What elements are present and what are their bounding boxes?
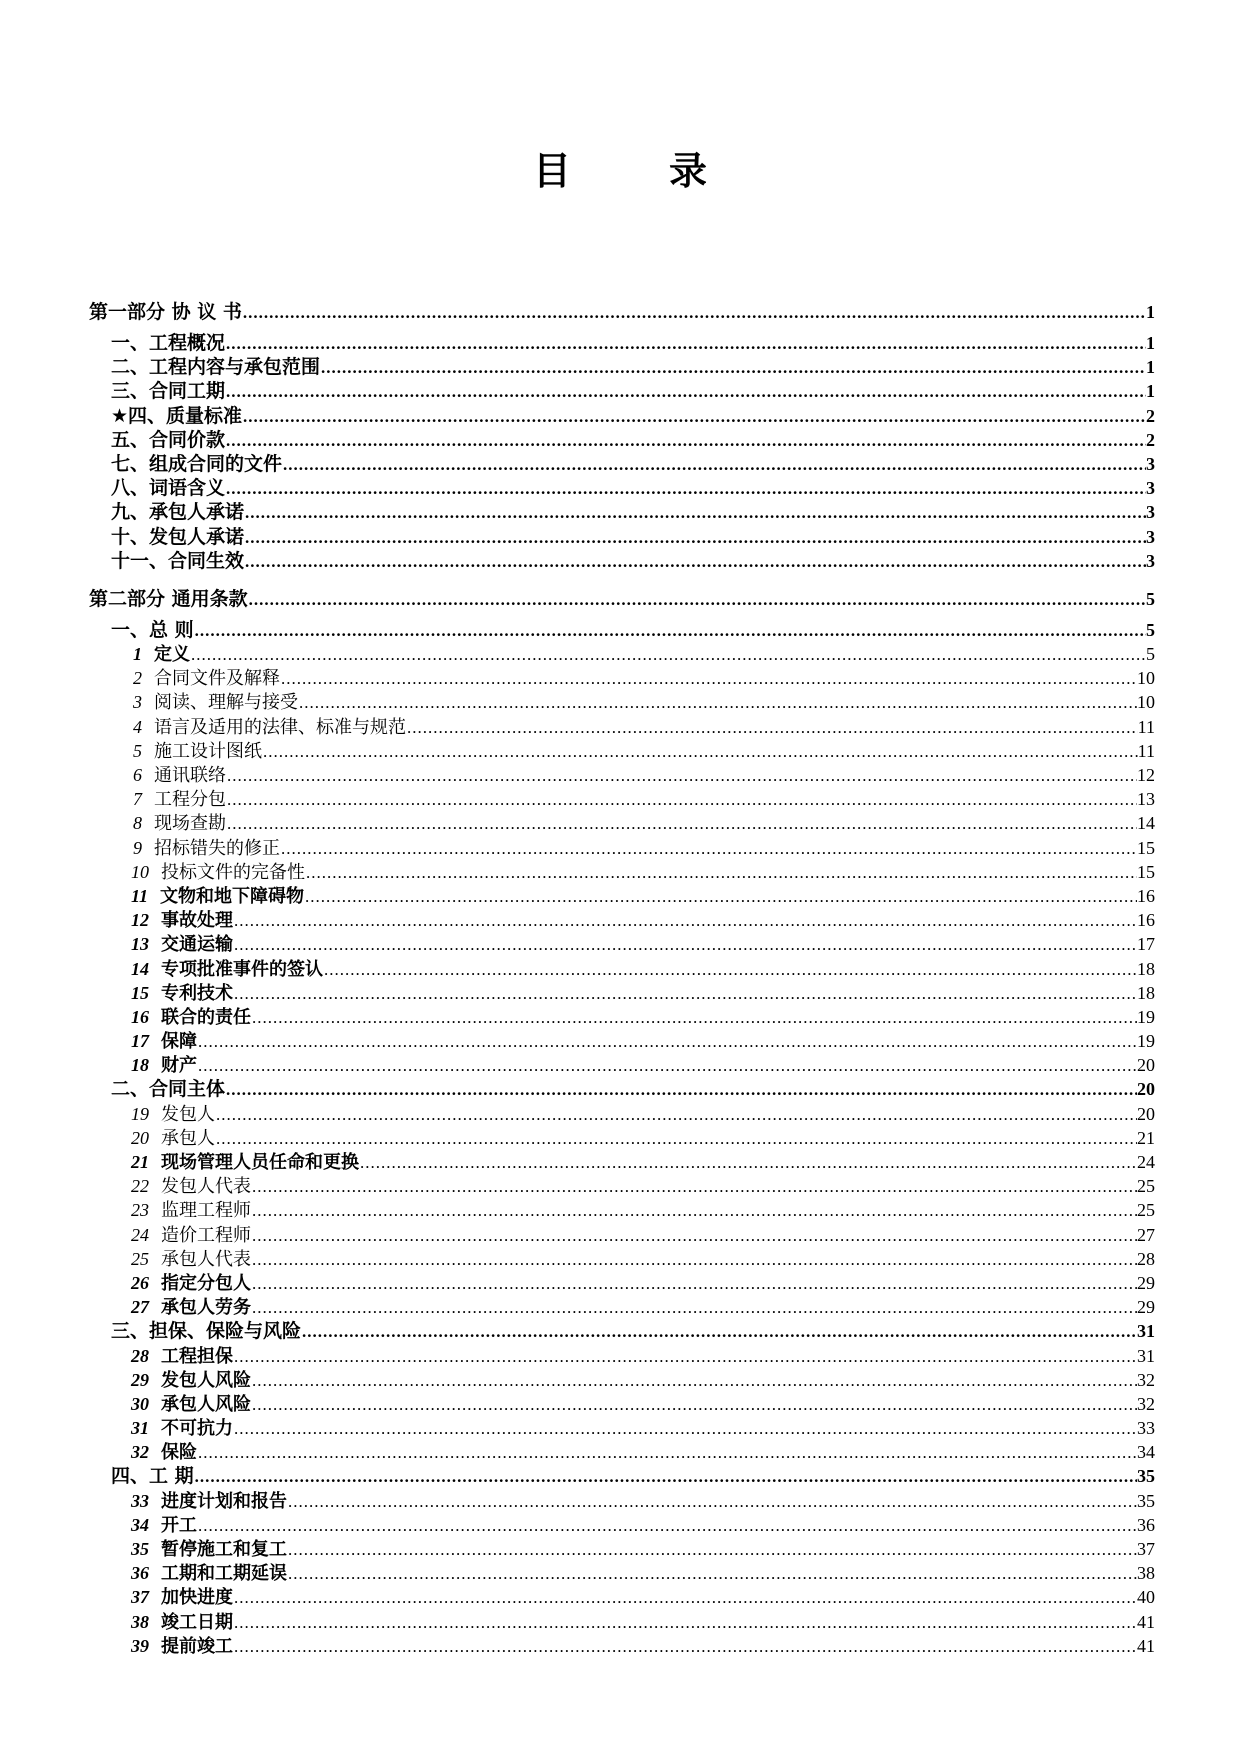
toc-page-number: 18 <box>1137 958 1155 979</box>
toc-clause-number: 9 <box>133 837 142 858</box>
toc-clause-entry[interactable] <box>89 1053 1155 1077</box>
toc-clause-number: 5 <box>133 740 142 761</box>
toc-clause-number: 16 <box>131 1006 149 1027</box>
toc-entry-title: 投标文件的完备性 <box>161 861 305 883</box>
toc-clause-entry[interactable] <box>89 860 1155 884</box>
toc-dot-leader <box>251 1272 1137 1295</box>
toc-dot-leader <box>282 453 1146 476</box>
toc-clause-number: 23 <box>131 1200 149 1221</box>
toc-page-number: 16 <box>1137 885 1155 906</box>
toc-entry-title: 九、承包人承诺 <box>111 501 245 524</box>
toc-entry-title: 提前竣工 <box>161 1635 233 1657</box>
toc-clause-number: 4 <box>133 716 142 737</box>
toc-clause-entry[interactable] <box>89 715 1155 739</box>
toc-entry-title: 三、合同工期 <box>111 380 226 403</box>
toc-clause-entry[interactable] <box>89 1392 1155 1416</box>
toc-entry-title: 十一、合同生效 <box>111 549 245 572</box>
toc-section-entry[interactable] <box>89 404 1155 428</box>
toc-clause-number: 17 <box>131 1031 149 1052</box>
toc-dot-leader <box>287 1490 1137 1513</box>
toc-page-number: 29 <box>1137 1297 1155 1318</box>
toc-entry-title: 工期和工期延误 <box>161 1563 287 1585</box>
toc-clause-entry[interactable] <box>89 763 1155 787</box>
toc-page-number: 29 <box>1137 1272 1155 1293</box>
toc-page-number: 15 <box>1137 837 1155 858</box>
toc-clause-number: 7 <box>133 789 142 810</box>
toc-entry-title: 财产 <box>161 1055 197 1077</box>
toc-entry-title: 二、合同主体 <box>111 1078 226 1101</box>
toc-entry-title: 工程分包 <box>154 789 226 811</box>
toc-dot-leader <box>190 643 1146 666</box>
toc-page-number: 19 <box>1137 1031 1155 1052</box>
toc-entry-title: 专项批准事件的签认 <box>161 958 323 980</box>
toc-entry-title: 一、总 则 <box>111 618 194 641</box>
toc-clause-number: 36 <box>131 1563 149 1584</box>
toc-clause-number: 13 <box>131 934 149 955</box>
toc-dot-leader <box>251 1296 1137 1319</box>
toc-clause-entry[interactable] <box>89 884 1155 908</box>
toc-dot-leader <box>225 380 1146 403</box>
toc-section-entry[interactable] <box>89 1077 1155 1101</box>
toc-dot-leader <box>301 1320 1137 1343</box>
toc-dot-leader <box>251 1199 1137 1222</box>
table-of-contents <box>89 294 1155 1658</box>
toc-dot-leader <box>215 1103 1137 1126</box>
toc-page-number: 16 <box>1137 910 1155 931</box>
toc-page-number: 35 <box>1137 1490 1155 1511</box>
toc-entry-title: 联合的责任 <box>161 1006 251 1028</box>
toc-clause-entry[interactable] <box>89 1198 1155 1222</box>
toc-dot-leader <box>244 501 1146 524</box>
toc-entry-title: 施工设计图纸 <box>154 740 262 762</box>
toc-page-number: 32 <box>1137 1393 1155 1414</box>
toc-dot-leader <box>262 740 1138 763</box>
toc-dot-leader <box>226 764 1137 787</box>
toc-entry-title: 承包人风险 <box>161 1393 251 1415</box>
page-title: 目 录 <box>532 149 737 193</box>
toc-page-number: 2 <box>1146 429 1155 450</box>
toc-page-number: 34 <box>1137 1442 1155 1463</box>
toc-page-number: 41 <box>1137 1611 1155 1632</box>
toc-page-number: 25 <box>1137 1200 1155 1221</box>
toc-dot-leader <box>233 1586 1137 1609</box>
toc-entry-title: 定义 <box>154 644 190 666</box>
toc-clause-number: 26 <box>131 1272 149 1293</box>
toc-entry-title: 交通运输 <box>161 934 233 956</box>
toc-page-number: 14 <box>1137 813 1155 834</box>
toc-clause-entry[interactable] <box>89 690 1155 714</box>
toc-clause-entry[interactable] <box>89 1537 1155 1561</box>
toc-page-number: 25 <box>1137 1176 1155 1197</box>
toc-section-entry[interactable] <box>89 549 1155 573</box>
toc-page-number: 3 <box>1146 502 1155 523</box>
toc-page-number: 20 <box>1137 1055 1155 1076</box>
toc-clause-entry[interactable] <box>89 932 1155 956</box>
toc-entry-title: 保障 <box>161 1031 197 1053</box>
toc-clause-number: 10 <box>131 861 149 882</box>
toc-spacer <box>89 573 1155 581</box>
toc-page-number: 33 <box>1137 1418 1155 1439</box>
toc-clause-number: 33 <box>131 1490 149 1511</box>
toc-entry-title: ★四、质量标准 <box>111 404 243 427</box>
toc-dot-leader <box>280 837 1137 860</box>
toc-entry-title: 第二部分 通用条款 <box>89 587 248 610</box>
toc-page-number: 3 <box>1146 526 1155 547</box>
toc-entry-title: 发包人代表 <box>161 1176 251 1198</box>
toc-dot-leader <box>251 1006 1137 1029</box>
toc-page-number: 31 <box>1137 1345 1155 1366</box>
toc-clause-entry[interactable] <box>89 1344 1155 1368</box>
toc-page-number: 17 <box>1137 934 1155 955</box>
toc-clause-entry[interactable] <box>89 642 1155 666</box>
toc-page-number: 35 <box>1137 1466 1155 1487</box>
toc-entry-title: 保险 <box>161 1442 197 1464</box>
toc-page-number: 38 <box>1137 1563 1155 1584</box>
toc-entry-title: 合同文件及解释 <box>154 668 280 690</box>
toc-clause-entry[interactable] <box>89 1247 1155 1271</box>
toc-section-entry[interactable] <box>89 476 1155 500</box>
toc-dot-leader <box>248 581 1146 618</box>
toc-dot-leader <box>244 550 1146 573</box>
toc-page-number: 41 <box>1137 1635 1155 1656</box>
toc-clause-number: 27 <box>131 1297 149 1318</box>
toc-clause-number: 14 <box>131 958 149 979</box>
toc-page-number: 5 <box>1146 644 1155 665</box>
toc-page-number: 3 <box>1146 478 1155 499</box>
toc-dot-leader <box>225 332 1146 355</box>
toc-clause-entry[interactable] <box>89 1585 1155 1609</box>
toc-entry-title: 现场管理人员任命和更换 <box>161 1152 359 1173</box>
toc-page-number: 37 <box>1137 1539 1155 1559</box>
toc-clause-number: 2 <box>133 668 142 689</box>
toc-entry-title: 一、工程概况 <box>111 332 226 354</box>
toc-clause-number: 29 <box>131 1369 149 1390</box>
toc-section-entry[interactable] <box>89 525 1155 549</box>
toc-clause-number: 30 <box>131 1393 149 1414</box>
toc-page-number: 36 <box>1137 1514 1155 1535</box>
toc-clause-entry[interactable] <box>89 739 1155 763</box>
toc-entry-title: 三、担保、保险与风险 <box>111 1320 302 1343</box>
toc-dot-leader <box>197 1441 1137 1464</box>
toc-dot-leader <box>244 526 1146 549</box>
toc-dot-leader <box>320 356 1146 379</box>
toc-page-number: 15 <box>1137 861 1155 882</box>
toc-clause-entry[interactable] <box>89 1029 1155 1053</box>
toc-dot-leader <box>225 477 1146 500</box>
toc-entry-title: 承包人代表 <box>161 1248 251 1270</box>
toc-entry-title: 十、发包人承诺 <box>111 525 245 548</box>
toc-clause-entry[interactable] <box>89 1561 1155 1585</box>
toc-page-number: 1 <box>1146 333 1155 353</box>
toc-dot-leader <box>215 1127 1137 1150</box>
toc-clause-number: 28 <box>131 1345 149 1366</box>
toc-page-number: 11 <box>1137 740 1155 761</box>
toc-dot-leader <box>251 1175 1137 1198</box>
toc-clause-number: 19 <box>131 1103 149 1124</box>
toc-entry-title: 专利技术 <box>161 982 233 1004</box>
toc-page-number: 13 <box>1137 789 1155 810</box>
toc-page-number: 10 <box>1137 692 1155 713</box>
toc-dot-leader <box>251 1369 1137 1392</box>
toc-clause-entry[interactable] <box>89 1271 1155 1295</box>
toc-page-number: 1 <box>1146 357 1155 378</box>
toc-entry-title: 语言及适用的法律、标准与规范 <box>154 716 406 738</box>
toc-clause-number: 12 <box>131 910 149 931</box>
toc-page-number: 3 <box>1146 550 1155 571</box>
toc-entry-title: 现场查勘 <box>154 813 226 835</box>
toc-page-number: 2 <box>1146 405 1155 426</box>
toc-page-number: 24 <box>1137 1152 1155 1172</box>
toc-clause-entry[interactable] <box>89 1610 1155 1634</box>
toc-clause-entry[interactable] <box>89 1150 1155 1174</box>
toc-page-number: 11 <box>1137 716 1155 737</box>
toc-dot-leader <box>197 1030 1137 1053</box>
toc-entry-title: 承包人 <box>161 1127 215 1149</box>
toc-entry-title: 监理工程师 <box>161 1200 251 1222</box>
toc-clause-number: 22 <box>131 1176 149 1197</box>
toc-clause-entry[interactable] <box>89 787 1155 811</box>
toc-clause-number: 38 <box>131 1611 149 1632</box>
toc-clause-entry[interactable] <box>89 1440 1155 1464</box>
toc-entry-title: 不可抗力 <box>161 1418 233 1440</box>
toc-entry-title: 加快进度 <box>161 1587 233 1609</box>
toc-section-entry[interactable] <box>89 331 1155 355</box>
toc-page-number: 18 <box>1137 982 1155 1003</box>
toc-section-entry[interactable] <box>89 1319 1155 1343</box>
toc-page-number: 20 <box>1137 1079 1155 1100</box>
toc-dot-leader <box>406 716 1138 739</box>
toc-section-entry[interactable] <box>89 355 1155 379</box>
toc-dot-leader <box>225 429 1146 452</box>
toc-clause-entry[interactable] <box>89 957 1155 981</box>
toc-dot-leader <box>233 909 1137 932</box>
toc-section-entry[interactable] <box>89 1464 1155 1488</box>
toc-part-entry[interactable] <box>89 581 1155 618</box>
toc-clause-number: 35 <box>131 1539 149 1559</box>
toc-entry-title: 文物和地下障碍物 <box>160 885 305 907</box>
toc-dot-leader <box>226 812 1137 835</box>
toc-clause-entry[interactable] <box>89 1223 1155 1247</box>
toc-dot-leader <box>305 861 1137 884</box>
toc-clause-number: 37 <box>131 1587 149 1608</box>
toc-page-number: 5 <box>1146 588 1155 609</box>
toc-dot-leader <box>298 691 1137 714</box>
toc-dot-leader <box>242 405 1146 428</box>
toc-dot-leader <box>233 982 1137 1005</box>
toc-clause-number: 25 <box>131 1248 149 1269</box>
toc-entry-title: 指定分包人 <box>161 1272 251 1294</box>
toc-clause-entry[interactable] <box>89 836 1155 860</box>
toc-dot-leader <box>251 1224 1137 1247</box>
toc-clause-number: 39 <box>131 1635 149 1656</box>
toc-clause-number: 21 <box>131 1152 149 1172</box>
toc-dot-leader <box>194 1465 1137 1488</box>
toc-clause-number: 11 <box>131 885 149 906</box>
toc-entry-title: 竣工日期 <box>161 1611 233 1633</box>
toc-part-entry[interactable] <box>89 294 1155 331</box>
toc-clause-number: 31 <box>131 1418 149 1439</box>
toc-clause-number: 3 <box>133 692 142 713</box>
toc-entry-title: 通讯联络 <box>154 765 226 786</box>
toc-page-number: 40 <box>1137 1587 1155 1608</box>
toc-dot-leader <box>304 885 1137 908</box>
toc-page-number: 5 <box>1146 619 1155 640</box>
toc-dot-leader <box>251 1393 1137 1416</box>
toc-entry-title: 四、工 期 <box>111 1465 194 1488</box>
toc-clause-entry[interactable] <box>89 1368 1155 1392</box>
toc-dot-leader <box>323 958 1137 981</box>
toc-dot-leader <box>226 788 1137 811</box>
toc-dot-leader <box>194 619 1146 642</box>
toc-page-number: 3 <box>1146 453 1155 474</box>
toc-dot-leader <box>233 1345 1137 1368</box>
toc-dot-leader <box>287 1562 1137 1585</box>
toc-dot-leader <box>233 1417 1137 1440</box>
toc-entry-title: 工程担保 <box>161 1345 233 1367</box>
toc-clause-number: 18 <box>131 1055 149 1076</box>
toc-clause-entry[interactable] <box>89 1174 1155 1198</box>
toc-entry-title: 承包人劳务 <box>161 1297 251 1319</box>
toc-page-number: 12 <box>1137 765 1155 785</box>
toc-dot-leader <box>225 1078 1137 1101</box>
toc-page-number: 1 <box>1146 381 1155 402</box>
toc-page-number: 27 <box>1137 1224 1155 1245</box>
toc-clause-number: 24 <box>131 1224 149 1245</box>
toc-dot-leader <box>359 1151 1137 1174</box>
toc-clause-entry[interactable] <box>89 981 1155 1005</box>
toc-dot-leader <box>233 933 1137 956</box>
toc-entry-title: 阅读、理解与接受 <box>154 692 298 714</box>
toc-page-number: 10 <box>1137 668 1155 689</box>
toc-dot-leader <box>233 1611 1137 1634</box>
toc-section-entry[interactable] <box>89 379 1155 403</box>
toc-clause-entry[interactable] <box>89 1295 1155 1319</box>
toc-dot-leader <box>197 1514 1137 1537</box>
toc-clause-entry[interactable] <box>89 1513 1155 1537</box>
toc-section-entry[interactable] <box>89 500 1155 524</box>
toc-dot-leader <box>251 1248 1137 1271</box>
toc-section-entry[interactable] <box>89 618 1155 642</box>
toc-dot-leader <box>287 1538 1137 1561</box>
toc-clause-number: 20 <box>131 1127 149 1148</box>
toc-entry-title: 事故处理 <box>161 910 233 932</box>
toc-entry-title: 进度计划和报告 <box>161 1490 287 1512</box>
toc-clause-number: 6 <box>133 765 142 785</box>
toc-page-number: 20 <box>1137 1103 1155 1124</box>
toc-clause-entry[interactable] <box>89 1102 1155 1126</box>
toc-clause-number: 34 <box>131 1514 149 1535</box>
toc-clause-number: 15 <box>131 982 149 1003</box>
toc-clause-entry[interactable] <box>89 811 1155 835</box>
toc-entry-title: 第一部分 协 议 书 <box>89 301 242 323</box>
toc-entry-title: 八、词语含义 <box>111 477 226 500</box>
toc-page-number: 32 <box>1137 1369 1155 1390</box>
toc-clause-entry[interactable] <box>89 1126 1155 1150</box>
toc-entry-title: 招标错失的修正 <box>154 837 280 859</box>
toc-dot-leader <box>197 1054 1137 1077</box>
toc-page-number: 31 <box>1137 1321 1155 1342</box>
toc-clause-entry[interactable] <box>89 1005 1155 1029</box>
toc-section-entry[interactable] <box>89 428 1155 452</box>
toc-clause-number: 8 <box>133 813 142 834</box>
toc-entry-title: 七、组成合同的文件 <box>111 452 283 475</box>
toc-dot-leader <box>233 1635 1137 1658</box>
toc-dot-leader <box>242 294 1146 331</box>
toc-clause-number: 1 <box>133 644 142 665</box>
toc-entry-title: 暂停施工和复工 <box>161 1539 287 1560</box>
toc-entry-title: 二、工程内容与承包范围 <box>111 356 321 379</box>
toc-entry-title: 造价工程师 <box>161 1224 251 1246</box>
toc-page-number: 19 <box>1137 1006 1155 1027</box>
toc-entry-title: 发包人风险 <box>161 1369 251 1391</box>
toc-section-entry[interactable] <box>89 452 1155 476</box>
toc-page-number: 21 <box>1137 1127 1155 1148</box>
toc-clause-entry[interactable] <box>89 1416 1155 1440</box>
toc-clause-entry[interactable] <box>89 1634 1155 1658</box>
toc-clause-number: 32 <box>131 1442 149 1463</box>
toc-dot-leader <box>280 667 1137 690</box>
toc-entry-title: 开工 <box>161 1514 197 1536</box>
toc-page-number: 28 <box>1137 1248 1155 1269</box>
toc-clause-entry[interactable] <box>89 908 1155 932</box>
toc-entry-title: 发包人 <box>161 1103 215 1125</box>
toc-clause-entry[interactable] <box>89 1489 1155 1513</box>
toc-entry-title: 五、合同价款 <box>111 428 226 451</box>
toc-page-number: 1 <box>1146 302 1155 322</box>
toc-clause-entry[interactable] <box>89 666 1155 690</box>
